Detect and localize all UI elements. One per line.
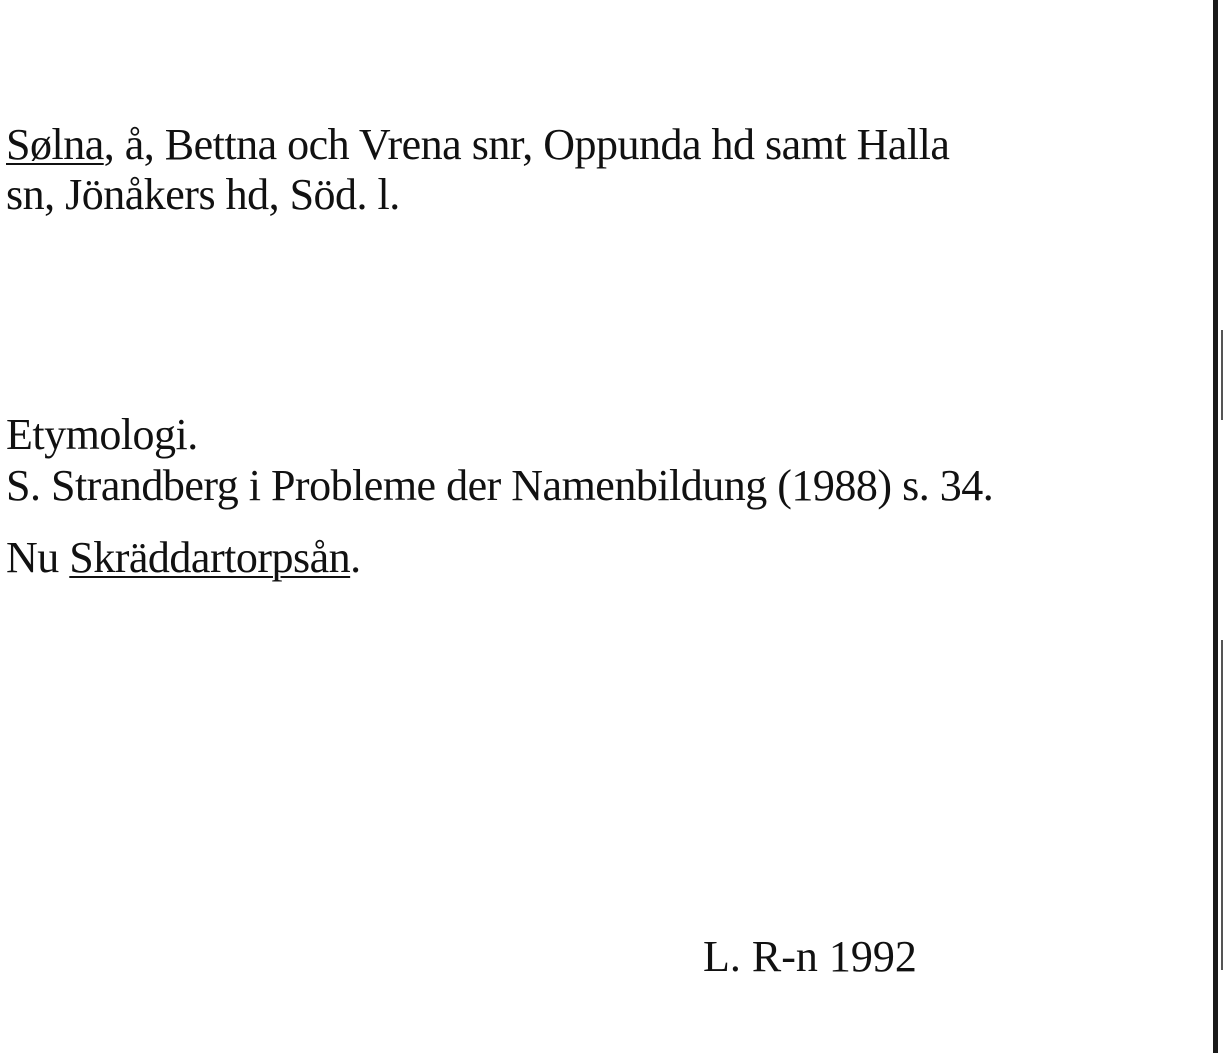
entry-heading-line-1	[6, 120, 949, 170]
reference-line: S. Strandberg i Probleme der Namenbildung (1988) s. 34.	[6, 461, 994, 510]
etymology-label: Etymologi.	[6, 410, 198, 459]
edge-mark	[1221, 640, 1223, 970]
entry-heading-line-2: sn, Jönåkers hd, Söd. l.	[6, 170, 400, 219]
current-name-suffix: .	[350, 533, 361, 582]
card-edge-border	[1212, 0, 1220, 1053]
edge-mark	[1221, 330, 1223, 420]
current-name-prefix: Nu	[6, 533, 70, 582]
entry-location: , å, Bettna och Vrena snr, Oppunda hd samt Halla	[103, 120, 950, 169]
current-name-line	[6, 533, 361, 583]
entry-name: Sølna	[6, 120, 104, 169]
current-name: Skräddartorpsån	[69, 533, 351, 582]
signature: L. R-n 1992	[703, 932, 917, 981]
